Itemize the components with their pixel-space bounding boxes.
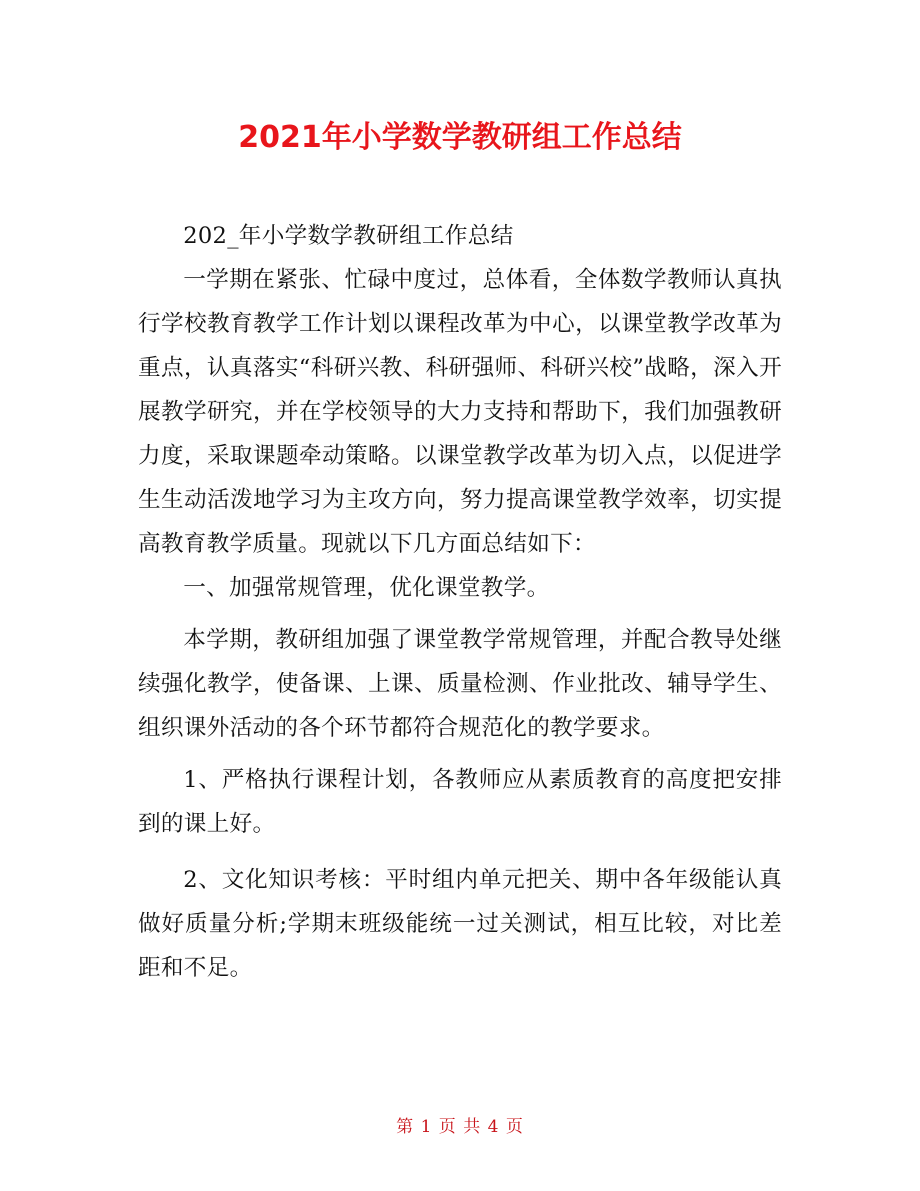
page-number-footer: 第 1 页 共 4 页 — [396, 1117, 524, 1137]
page-title: 2021年小学数学教研组工作总结 — [238, 120, 682, 155]
intro-paragraph: 一学期在紧张、忙碌中度过，总体看，全体数学教师认真执行学校教育教学工作计划以课程改革为中心，以课堂教学改革为重点，认真落实“科研兴教、科研强师、科研兴校”战略，深入开展教学研究，并在学校领导的大力支持和帮助下，我们加强教研力度，采取课题牵动策略。以课堂教学改革为切入点，以促进学生生动活泼地学习为主攻方向，努力提高课堂教学效率，切实提高教育教学质量。现就以下几方面总结如下： — [138, 267, 782, 557]
section-1-paragraph: 本学期，教研组加强了课堂教学常规管理，并配合教导处继续强化教学，使备课、上课、质量检测、作业批改、辅导学生、组织课外活动的各个环节都符合规范化的教学要求。 — [138, 627, 782, 741]
section-heading-1: 一、加强常规管理，优化课堂教学。 — [183, 575, 550, 601]
subtitle-paragraph: 202_年小学数学教研组工作总结 — [183, 223, 514, 249]
list-item-1: 1、严格执行课程计划，各教师应从素质教育的高度把安排到的课上好。 — [138, 767, 782, 837]
list-item-2: 2、文化知识考核：平时组内单元把关、期中各年级能认真做好质量分析;学期末班级能统一过关测试，相互比较，对比差距和不足。 — [138, 867, 782, 981]
document-body — [138, 214, 782, 990]
